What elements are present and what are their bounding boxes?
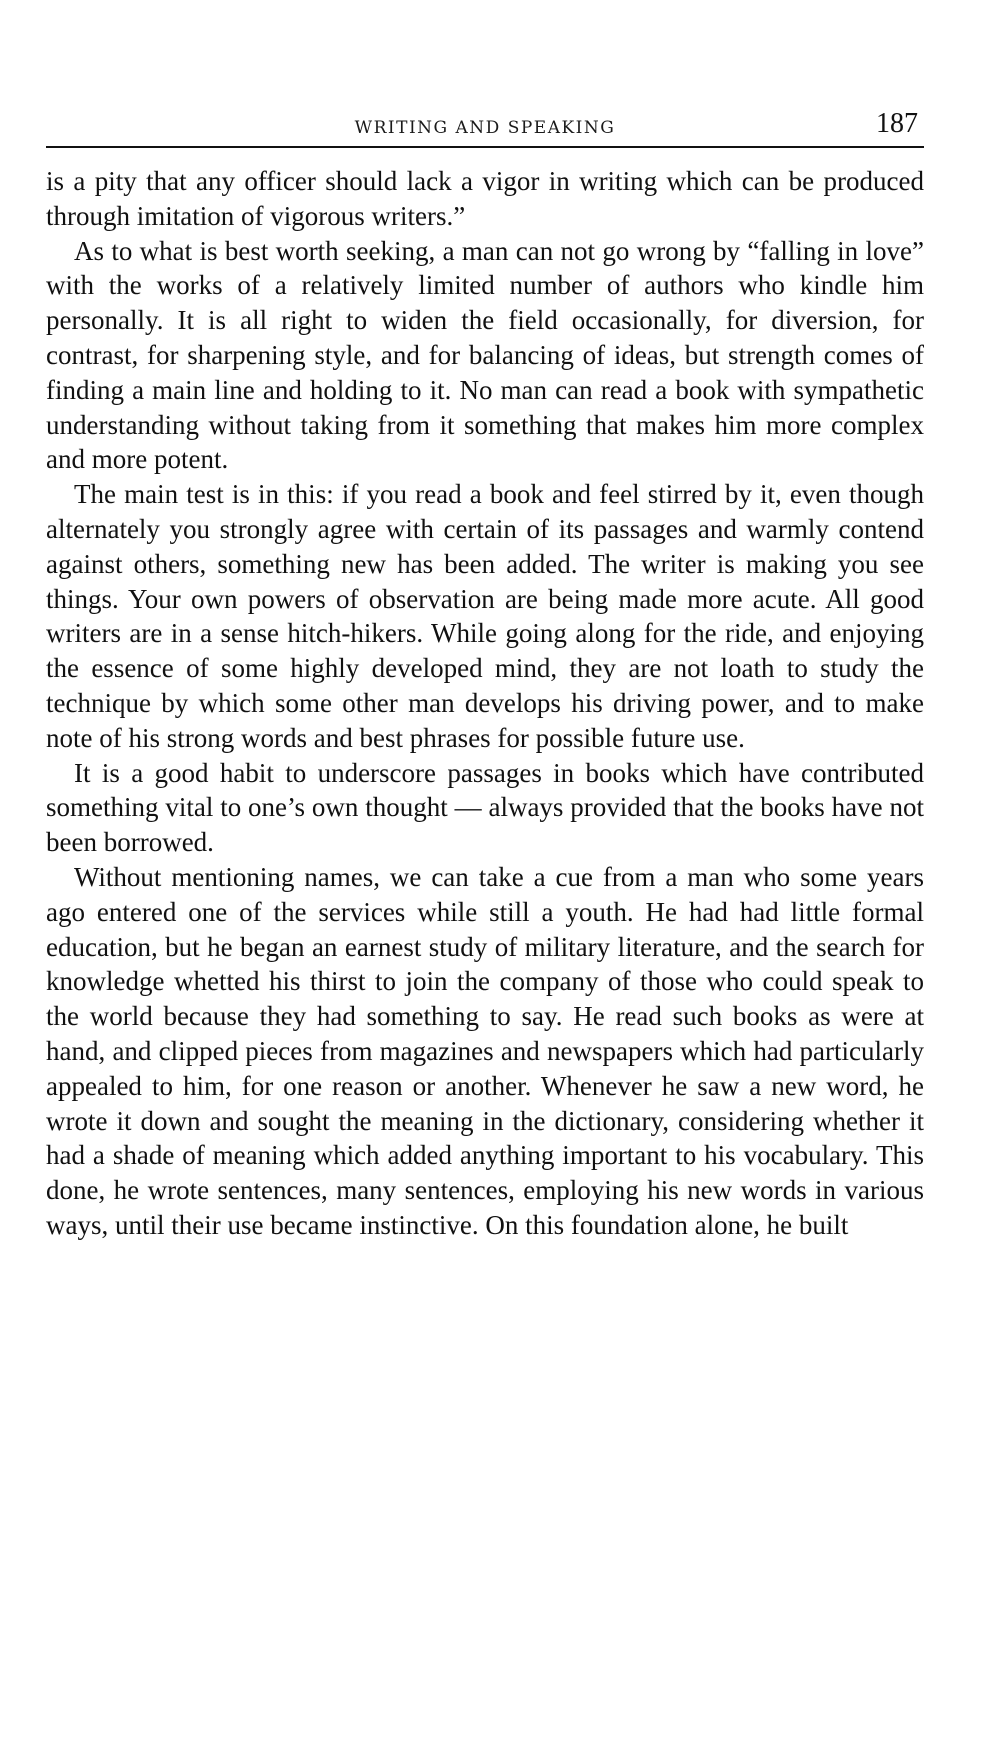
- body-text: [46, 164, 924, 1243]
- paragraph: As to what is best worth seeking, a man can not go wrong by “falling in love” with the works of a relatively limited number of authors who kindle him personally. It is all right to widen the field occasionally, for diversion, for contrast, for sharpening style, and for balancing of ideas, but strength comes of finding a main line and holding to it. No man can read a book with sympathetic understanding without taking from it something that makes him more complex and more potent.: [46, 235, 924, 475]
- running-head-title: WRITING AND SPEAKING: [354, 118, 616, 138]
- paragraph: It is a good habit to underscore passages in books which have contributed something vital to one’s own thought — always provided that the books have not been borrowed.: [46, 757, 924, 858]
- paragraph-continued: is a pity that any officer should lack a vigor in writing which can be produced through imitation of vigorous writers.”: [46, 166, 924, 231]
- page-number: 187: [876, 108, 918, 139]
- paragraph: The main test is in this: if you read a book and feel stirred by it, even though alternately you strongly agree with certain of its passages and warmly contend against others, something new has been added. The writer is making you see things. Your own powers of observation are being made more acute. All good writers are in a sense hitch-hikers. While going along for the ride, and enjoying the essence of some highly developed mind, they are not loath to study the technique by which some other man develops his driving power, and to make note of his strong words and best phrases for possible future use.: [46, 479, 924, 753]
- running-head: [46, 108, 924, 148]
- paragraph: Without mentioning names, we can take a cue from a man who some years ago entered one of the services while still a youth. He had had little formal education, but he began an earnest study of military literature, and the search for knowledge whetted his thirst to join the company of those who could speak to the world because they had something to say. He read such books as were at hand, and clipped pieces from magazines and newspapers which had particularly appealed to him, for one reason or another. Whenever he saw a new word, he wrote it down and sought the meaning in the dictionary, considering whether it had a shade of meaning which added anything important to his vocabulary. This done, he wrote sentences, many sentences, employing his new words in various ways, until their use became instinctive. On this foundation alone, he built: [46, 861, 924, 1240]
